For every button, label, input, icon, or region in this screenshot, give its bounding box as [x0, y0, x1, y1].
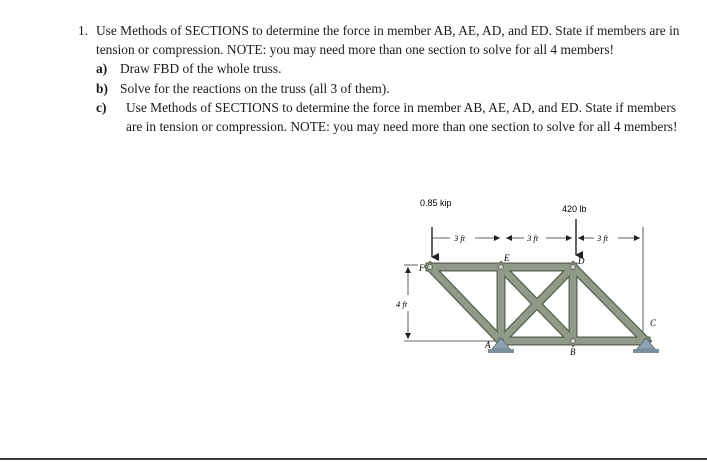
joint-D [570, 264, 575, 269]
truss-diagram [388, 195, 678, 365]
label-B: B [570, 347, 576, 357]
load-left-label: 0.85 kip [420, 198, 452, 208]
span-dimensions [432, 227, 643, 335]
part-a [78, 60, 688, 79]
part-c-label: c) [96, 100, 107, 116]
problem-intro-text: Use Methods of SECTIONS to determine the force in member AB, AE, AD, and ED. State if members are in tension or compression. NOTE: you may need more than one section to solve for all 4 members! [96, 23, 680, 57]
dim-height: 4 ft [396, 299, 408, 309]
truss-figure [388, 195, 678, 365]
problem-statement [78, 22, 688, 137]
label-F: F [419, 263, 425, 273]
dim-span-2: 3 ft [527, 233, 539, 243]
truss-member-fill [430, 267, 646, 341]
joint-E [498, 264, 503, 269]
dim-span-1: 3 ft [454, 233, 466, 243]
part-a-label: a) [96, 61, 108, 77]
bottom-divider [0, 458, 707, 460]
part-b-label: b) [96, 80, 108, 96]
label-C: C [650, 318, 657, 328]
joint-F [427, 264, 432, 269]
joint-B [570, 338, 575, 343]
label-D: D [578, 256, 585, 266]
part-c-text: Use Methods of SECTIONS to determine the force in member AB, AE, AD, and ED. State if members are in tension or compression. NOTE: you may need more than one section to solve for all 4 members! [126, 100, 678, 134]
height-dimension [404, 265, 496, 341]
label-A: A [485, 340, 491, 350]
load-right-label: 420 lb [562, 204, 587, 214]
problem-intro [78, 22, 688, 59]
part-b [78, 80, 688, 99]
part-b-text: Solve for the reactions on the truss (all 3 of them). [120, 80, 390, 96]
part-c [78, 99, 688, 136]
dim-span-3: 3 ft [597, 233, 609, 243]
problem-number: 1. [78, 23, 89, 38]
label-E: E [504, 253, 510, 263]
part-a-text: Draw FBD of the whole truss. [120, 61, 282, 77]
